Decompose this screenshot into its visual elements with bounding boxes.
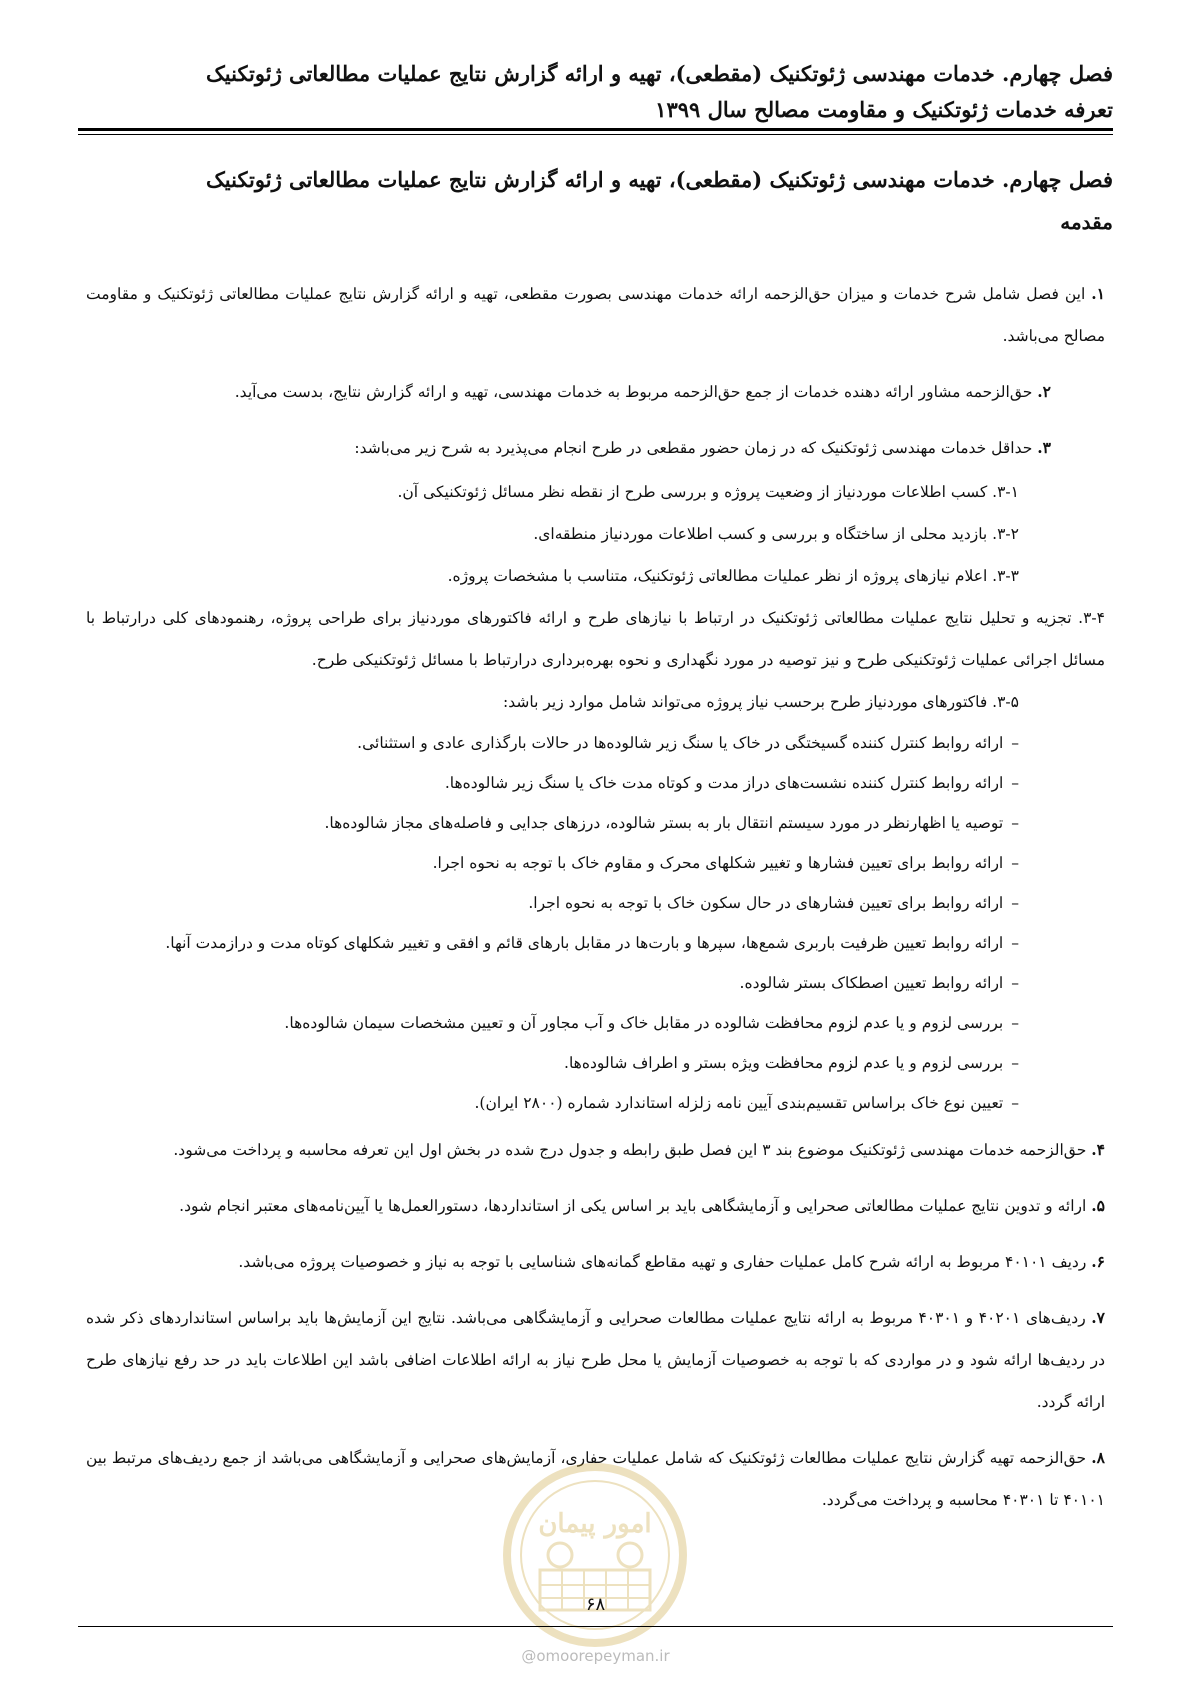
paragraph-number: ۱. [1091, 284, 1105, 303]
list-item: –تعیین نوع خاک براساس تقسیم‌بندی آیین نامه زلزله استاندارد شماره (۲۸۰۰ ایران). [474, 1094, 1019, 1112]
paragraph-text: ردیف‌های ۴۰۲۰۱ و ۴۰۳۰۱ مربوط به ارائه نتایج عملیات مطالعات صحرایی و آزمایشگاهی می‌باشد. نتایج این آزمایش‌ها باید براساس استانداردهای ذکر شده در ردیف‌ها ارائه شود و در مواردی که با توجه به خصوصیات آزمایش یا محل طرح نیاز به ارائه اطلاعات اضافی باشد این اطلاعات باید در حد رفع نیازهای طرح ارائه گردد. [86, 1309, 1105, 1411]
bullet-list [86, 723, 1105, 1123]
subitem-3-5: ۳-۵. فاکتورهای موردنیاز طرح برحسب نیاز پروژه می‌تواند شامل موارد زیر باشد: [503, 693, 1019, 711]
paragraph-number: ۴. [1091, 1140, 1105, 1159]
paragraph-2 [86, 371, 1051, 413]
paragraph-5 [86, 1185, 1105, 1227]
paragraph-number: ۵. [1091, 1196, 1105, 1215]
paragraph-number: ۳. [1037, 438, 1051, 457]
chapter-heading [78, 164, 1113, 238]
seal-watermark-icon [500, 1460, 690, 1650]
header-rule-thin [78, 134, 1113, 135]
paragraph-1 [86, 273, 1105, 357]
running-header [78, 56, 1113, 128]
section-subtitle: مقدمه [1060, 210, 1113, 234]
list-item: –بررسی لزوم و یا عدم لزوم محافظت ویژه بستر و اطراف شالوده‌ها. [564, 1054, 1019, 1072]
subitem-3-1: ۳-۱. کسب اطلاعات موردنیاز از وضعیت پروژه و بررسی طرح از نقطه نظر مسائل ژئوتکنیکی آن. [397, 483, 1019, 501]
paragraph-3 [86, 427, 1051, 469]
page-number: ۶۸ [585, 1594, 606, 1615]
seal-text: امور پیمان [538, 1509, 652, 1539]
running-header-line2: تعرفه خدمات ژئوتکنیک و مقاومت مصالح سال ۱۳۹۹ [655, 97, 1113, 122]
footer-rule [78, 1626, 1113, 1627]
paragraph-text: حق‌الزحمه تهیه گزارش نتایج عملیات مطالعات ژئوتکنیک که شامل عملیات حفاری، آزمایش‌های صحرایی و آزمایشگاهی می‌باشد از جمع ردیف‌های مرتبط بین ۴۰۱۰۱ تا ۴۰۳۰۱ محاسبه و پرداخت می‌گردد. [86, 1449, 1105, 1509]
list-item: –ارائه روابط کنترل کننده گسیختگی در خاک یا سنگ زیر شالوده‌ها در حالات بارگذاری عادی و استثنائی. [357, 734, 1019, 752]
paragraph-7 [86, 1297, 1105, 1423]
watermark-url: @omoorepeyman.ir [521, 1647, 670, 1665]
list-item: –ارائه روابط تعیین ظرفیت باربری شمع‌ها، سپرها و بارت‌ها در مقابل بارهای قائم و افقی و تغییر شکلهای کوتاه مدت و درازمدت آنها. [165, 934, 1019, 952]
chapter-title: فصل چهارم. خدمات مهندسی ژئوتکنیک (مقطعی)، تهیه و ارائه گزارش نتایج عملیات مطالعاتی ژئوتکنیک [205, 167, 1113, 192]
paragraph-number: ۸. [1091, 1448, 1105, 1467]
paragraph-text: ارائه و تدوین نتایج عملیات مطالعاتی صحرایی و آزمایشگاهی باید بر اساس یکی از استانداردها، دستورالعمل‌ها یا آیین‌نامه‌های معتبر انجام شود. [179, 1197, 1087, 1215]
paragraph-number: ۷. [1091, 1308, 1105, 1327]
list-item: –ارائه روابط تعیین اصطکاک بستر شالوده. [739, 974, 1019, 992]
subitem-3-4: ۳-۴. تجزیه و تحلیل نتایج عملیات مطالعاتی ژئوتکنیک در ارتباط با نیازهای طرح و ارائه فاکتورهای موردنیاز برای طراحی پروژه، رهنمودهای کلی درارتباط با مسائل اجرائی عملیات ژئوتکنیکی طرح و نیز توصیه در مورد نگهداری و نحوه بهره‌برداری درارتباط با مسائل ژئوتکنیکی طرح. [86, 609, 1105, 669]
header-rule-thick [78, 128, 1113, 131]
paragraph-text: این فصل شامل شرح خدمات و میزان حق‌الزحمه ارائه خدمات مهندسی بصورت مقطعی، تهیه و ارائه گزارش نتایج عملیات مطالعاتی ژئوتکنیک و مقاومت مصالح می‌باشد. [86, 285, 1105, 345]
paragraph-6 [86, 1241, 1105, 1283]
paragraph-number: ۲. [1037, 382, 1051, 401]
list-item: –ارائه روابط کنترل کننده نشست‌های دراز مدت و کوتاه مدت خاک یا سنگ زیر شالوده‌ها. [444, 774, 1019, 792]
paragraph-text: حداقل خدمات مهندسی ژئوتکنیک که در زمان حضور مقطعی در طرح انجام می‌پذیرد به شرح زیر می‌باشد: [354, 439, 1033, 457]
paragraph-text: حق‌الزحمه خدمات مهندسی ژئوتکنیک موضوع بند ۳ این فصل طبق رابطه و جدول درج شده در بخش اول این تعرفه محاسبه و پرداخت می‌شود. [173, 1141, 1087, 1159]
paragraph-text: ردیف ۴۰۱۰۱ مربوط به ارائه شرح کامل عملیات حفاری و تهیه مقاطع گمانه‌های شناسایی با توجه به نیاز و خصوصیات پروژه می‌باشد. [238, 1253, 1087, 1271]
subitem-3-2: ۳-۲. بازدید محلی از ساختگاه و بررسی و کسب اطلاعات موردنیاز منطقه‌ای. [533, 525, 1019, 543]
document-body [86, 273, 1105, 1535]
list-item: –توصیه یا اظهارنظر در مورد سیستم انتقال بار به بستر شالوده، درزهای جدایی و فاصله‌های مجاز شالوده‌ها. [324, 814, 1019, 832]
paragraph-4 [86, 1129, 1105, 1171]
paragraph-number: ۶. [1091, 1252, 1105, 1271]
paragraph-text: حق‌الزحمه مشاور ارائه دهنده خدمات از جمع حق‌الزحمه مربوط به خدمات مهندسی، تهیه و ارائه گزارش نتایج، بدست می‌آید. [234, 383, 1033, 401]
subitem-3-3: ۳-۳. اعلام نیازهای پروژه از نظر عملیات مطالعاتی ژئوتکنیک، متناسب با مشخصات پروژه. [447, 567, 1019, 585]
running-header-line1: فصل چهارم. خدمات مهندسی ژئوتکنیک (مقطعی)، تهیه و ارائه گزارش نتایج عملیات مطالعاتی ژئوتکنیک [205, 61, 1113, 86]
list-item: –بررسی لزوم و یا عدم لزوم محافظت شالوده در مقابل خاک و آب مجاور آن و تعیین مشخصات سیمان شالوده‌ها. [284, 1014, 1019, 1032]
list-item: –ارائه روابط برای تعیین فشارهای در حال سکون خاک با توجه به نحوه اجرا. [528, 894, 1019, 912]
list-item: –ارائه روابط برای تعیین فشارها و تغییر شکلهای محرک و مقاوم خاک با توجه به نحوه اجرا. [432, 854, 1019, 872]
